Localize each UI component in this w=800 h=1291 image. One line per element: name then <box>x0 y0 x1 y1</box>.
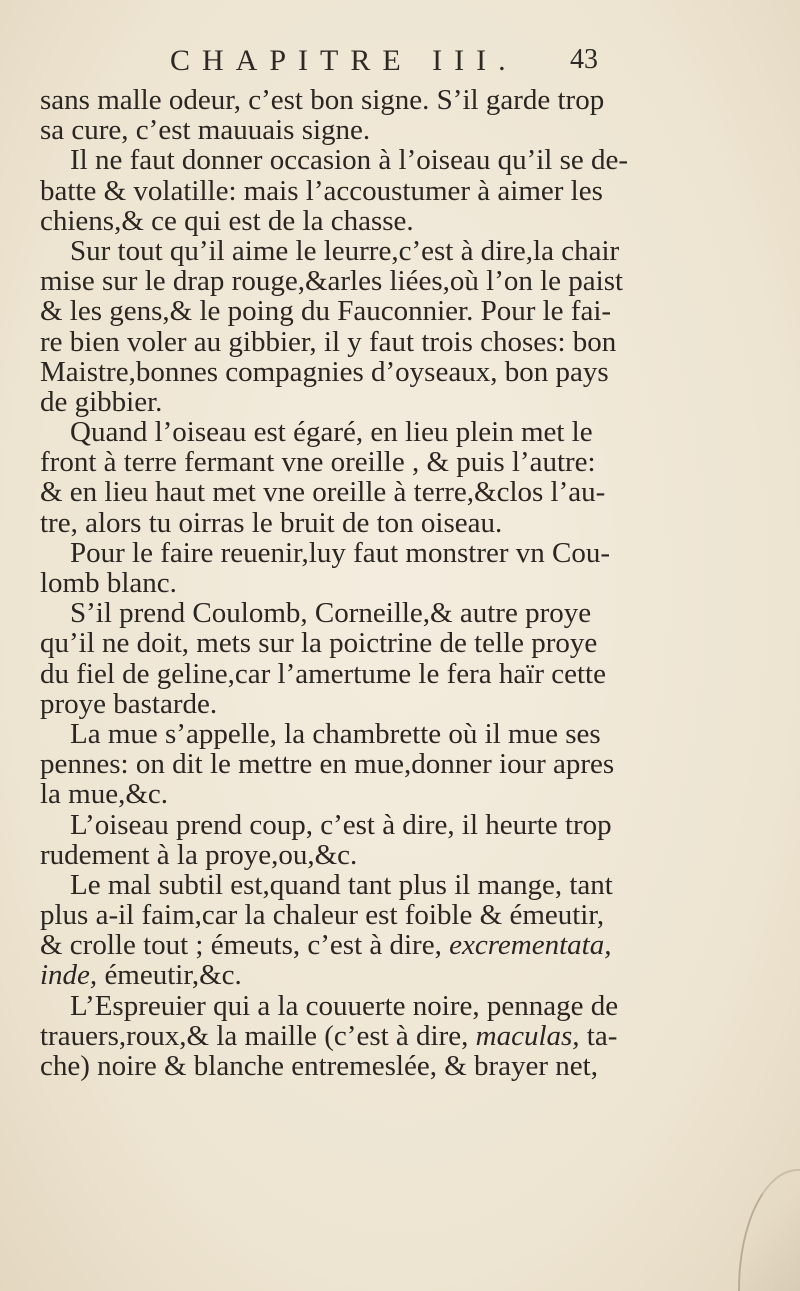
text-line: chiens,& ce qui est de la chasse. <box>40 204 414 237</box>
text-line: rudement à la proye,ou,&c. <box>40 838 358 871</box>
text-line: S’il prend Coulomb, Corneille,& autre proye <box>70 597 592 630</box>
chapter-running-head: CHAPITRE III. <box>170 44 518 77</box>
text-line: trauers,roux,& la maille (c’est à dire, maculas, ta- <box>40 1019 618 1052</box>
text-line: & les gens,& le poing du Fauconnier. Pour le fai- <box>40 295 612 328</box>
text-line: Sur tout qu’il aime le leurre,c’est à dire,la chair <box>70 234 620 267</box>
text-line: de gibbier. <box>40 385 163 418</box>
text-line: Quand l’oiseau est égaré, en lieu plein met le <box>70 416 593 449</box>
text-line: lomb blanc. <box>40 567 177 599</box>
text-line: & en lieu haut met vne oreille à terre,&clos l’au- <box>40 476 606 509</box>
text-line: plus a-il faim,car la chaleur est foible & émeutir, <box>40 899 605 932</box>
text-line: batte & volatille: mais l’accoustumer à aimer les <box>40 174 603 207</box>
text-line: la mue,&c. <box>40 778 169 811</box>
text-line: Maistre,bonnes compagnies d’oyseaux, bon pays <box>40 355 609 388</box>
text-line: mise sur le drap rouge,&arles liées,où l’on le paist <box>40 265 624 298</box>
page-header <box>170 44 790 84</box>
text-line: Il ne faut donner occasion à l’oiseau qu’il se de- <box>70 144 629 177</box>
italic-term: excrementata, <box>449 929 612 962</box>
text-line: qu’il ne doit, mets sur la poictrine de telle proye <box>40 627 598 660</box>
text-line: inde, émeutir,&c. <box>40 959 242 992</box>
text-line: sans malle odeur, c’est bon signe. S’il garde trop <box>40 84 605 116</box>
text-line: proye bastarde. <box>40 687 218 720</box>
text-line: & crolle tout ; émeuts, c’est à dire, excrementata, <box>40 929 612 962</box>
page-number: 43 <box>570 44 598 75</box>
page-corner-stain <box>738 1169 800 1291</box>
body-text <box>40 85 792 1081</box>
text-line: L’oiseau prend coup, c’est à dire, il heurte trop <box>70 808 612 841</box>
text-line: sa cure, c’est mauuais signe. <box>40 114 371 147</box>
text-line: tre, alors tu oirras le bruit de ton oiseau. <box>40 506 503 539</box>
text-line: front à terre fermant vne oreille , & puis l’autre: <box>40 446 596 479</box>
italic-term: maculas, <box>475 1019 580 1052</box>
text-line: La mue s’appelle, la chambrette où il mue ses <box>70 717 601 750</box>
text-line: che) noire & blanche entremeslée, & brayer net, <box>40 1050 598 1082</box>
text-line: Le mal subtil est,quand tant plus il mange, tant <box>70 868 613 901</box>
text-line: du fiel de geline,car l’amertume le fera haïr cette <box>40 657 606 690</box>
text-line: pennes: on dit le mettre en mue,donner iour apres <box>40 748 615 781</box>
text-line: L’Espreuier qui a la couuerte noire, pennage de <box>70 989 619 1022</box>
text-line: Pour le faire reuenir,luy faut monstrer vn Cou- <box>70 536 611 569</box>
text-line: re bien voler au gibbier, il y faut trois choses: bon <box>40 325 617 358</box>
